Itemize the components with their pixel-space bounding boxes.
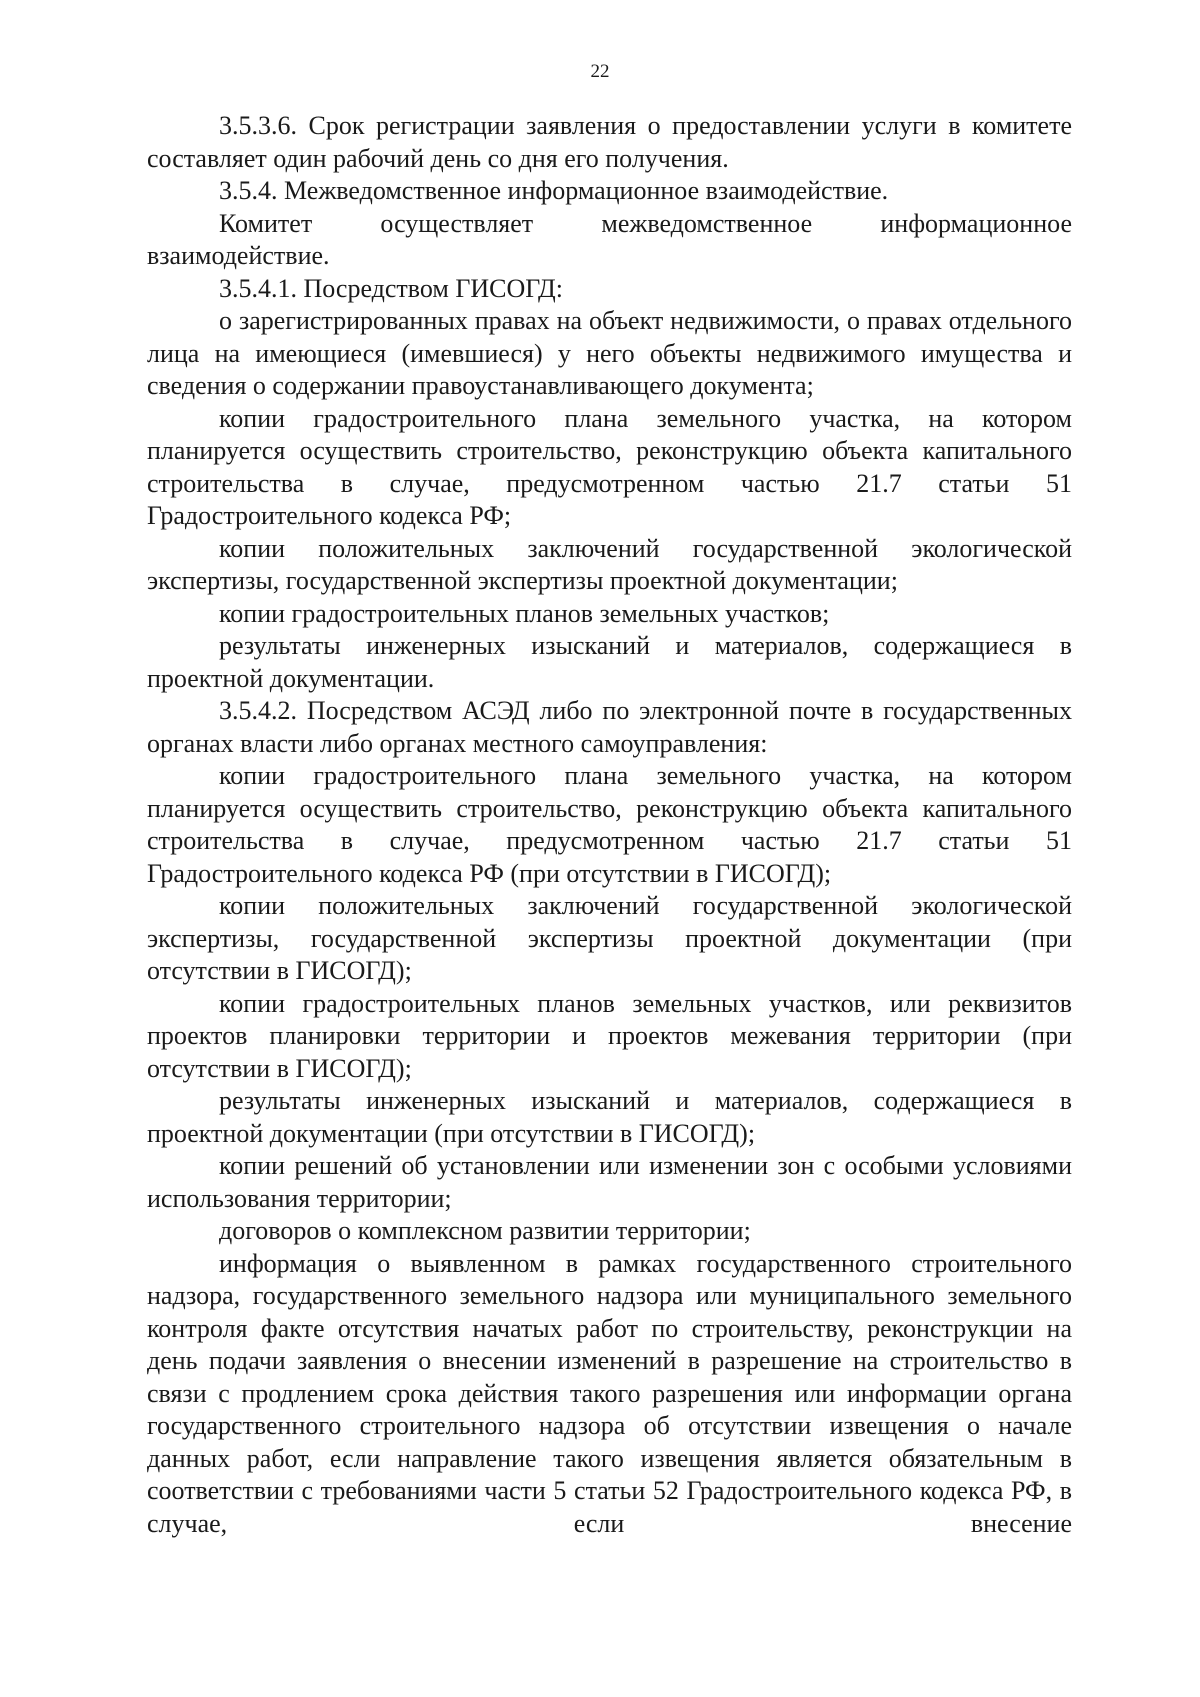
paragraph-committee-interaction: Комитет осуществляет межведомственное информационное взаимодействие. <box>147 208 1072 270</box>
list-item-expertise-conclusions: копии положительных заключений государственной экологической экспертизы, государственной экспертизы проектной документации; <box>147 533 1072 595</box>
list-item-gpzu-copies: копии градостроительного плана земельного участка, на котором планируется осуществить строительство, реконструкцию объекта капитального строительства в случае, предусмотренном частью 21.7 статьи 51 Градостроительного кодекса РФ; <box>147 403 1072 530</box>
document-body <box>147 110 1072 1540</box>
paragraph-3-5-4-heading: 3.5.4. Межведомственное информационное взаимодействие. <box>219 176 889 205</box>
list-item-registered-rights: о зарегистрированных правах на объект недвижимости, о правах отдельного лица на имеющиеся (имевшиеся) у него объекты недвижимого имущества и сведения о содержании правоустанавливающего документа; <box>147 306 1072 400</box>
list-item-expertise-conclusions-absent: копии положительных заключений государственной экологической экспертизы, государственной экспертизы проектной документации (при отсутствии в ГИСОГД); <box>147 891 1072 985</box>
paragraph-3-5-3-6: 3.5.3.6. Срок регистрации заявления о предоставлении услуги в комитете составляет один рабочий день со дня его получения. <box>147 111 1072 173</box>
paragraph-3-5-4-2-heading: 3.5.4.2. Посредством АСЭД либо по электронной почте в государственных органах власти либо органах местного самоуправления: <box>147 696 1072 758</box>
list-item-survey-results: результаты инженерных изысканий и материалов, содержащиеся в проектной документации. <box>147 631 1072 693</box>
list-item-survey-results-absent: результаты инженерных изысканий и материалов, содержащиеся в проектной документации (при отсутствии в ГИСОГД); <box>147 1086 1072 1148</box>
list-item-land-plans: копии градостроительных планов земельных участков; <box>219 598 830 628</box>
page-number: 22 <box>590 61 610 82</box>
list-item-special-zones: копии решений об установлении или изменении зон с особыми условиями использования территории; <box>147 1151 1072 1213</box>
list-item-gpzu-copies-absent: копии градостроительного плана земельного участка, на котором планируется осуществить строительство, реконструкцию объекта капитального строительства в случае, предусмотренном частью 21.7 статьи 51 Градостроительного кодекса РФ (при отсутствии в ГИСОГД); <box>147 761 1072 888</box>
paragraph-3-5-4-1-heading: 3.5.4.1. Посредством ГИСОГД: <box>219 273 563 303</box>
list-item-supervision-information: информация о выявленном в рамках государственного строительного надзора, государственного земельного надзора или муниципального земельного контроля факте отсутствия начатых работ по строительству, реконструкции на день подачи заявления о внесении изменений в разрешение на строительство в связи с продлением срока действия такого разрешения или информации органа государственного строительного надзора об отсутствии извещения о начале данных работ, если направление такого извещения является обязательным в соответствии с требованиями части 5 статьи 52 Градостроительного кодекса РФ, в случае, если внесение <box>147 1248 1072 1538</box>
list-item-land-plans-absent: копии градостроительных планов земельных участков, или реквизитов проектов планировки территории и проектов межевания территории (при отсутствии в ГИСОГД); <box>147 988 1072 1083</box>
list-item-complex-development: договоров о комплексном развитии территории; <box>219 1216 751 1245</box>
